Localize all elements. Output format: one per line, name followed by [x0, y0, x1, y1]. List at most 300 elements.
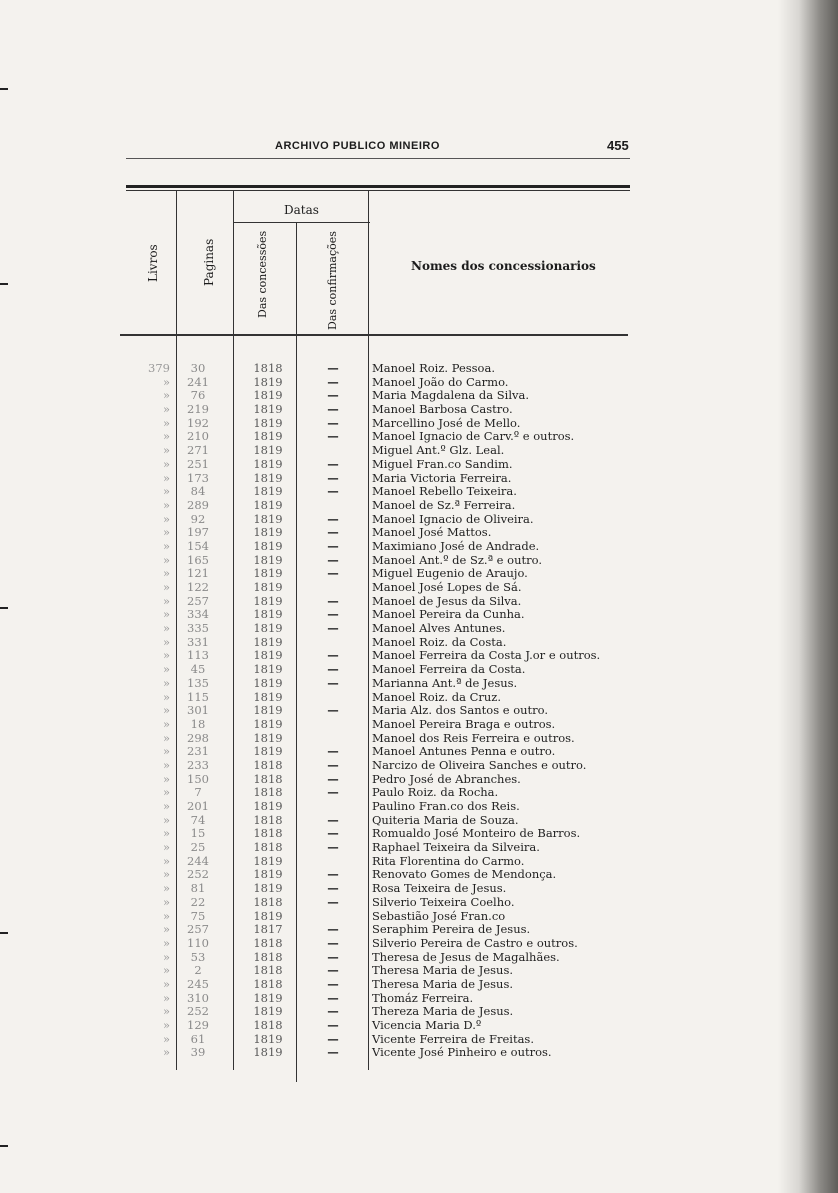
- cell-pagina: 18: [190, 716, 206, 731]
- cell-livro: »: [162, 716, 170, 731]
- header-bottom-rule: [120, 334, 628, 336]
- cell-livro: »: [162, 963, 170, 978]
- cell-pagina: 53: [190, 949, 206, 964]
- cell-livro: »: [162, 1018, 170, 1032]
- cell-concessao: 1819: [253, 497, 283, 512]
- cell-livro: »: [162, 470, 170, 485]
- cell-pagina: 257: [187, 922, 209, 937]
- cell-pagina: 245: [187, 976, 209, 991]
- cell-livro: »: [162, 497, 170, 512]
- cell-livro: »: [162, 1031, 170, 1046]
- table-row: [0, 376, 838, 390]
- table-row: [0, 718, 838, 732]
- cell-pagina: 81: [190, 881, 206, 896]
- cell-confirmacao: —: [327, 374, 339, 389]
- cell-pagina: 75: [190, 908, 206, 923]
- cell-pagina: 122: [187, 580, 209, 594]
- cell-confirmacao: —: [327, 566, 339, 581]
- cell-confirmacao: —: [327, 361, 339, 375]
- table-row: [0, 485, 838, 499]
- cell-concessao: 1819: [253, 908, 283, 923]
- cell-nome: Manoel de Sz.ª Ferreira.: [372, 497, 516, 512]
- cell-nome: Rosa Teixeira de Jesus.: [372, 881, 507, 896]
- cell-nome: Manoel José Lopes de Sá.: [372, 580, 522, 594]
- cell-pagina: 257: [187, 593, 209, 608]
- cell-livro: »: [162, 566, 170, 581]
- cell-confirmacao: —: [327, 388, 339, 403]
- table-row: [0, 403, 838, 417]
- cell-livro: »: [162, 812, 170, 827]
- cell-pagina: 115: [187, 689, 209, 704]
- cell-concessao: 1819: [253, 580, 283, 594]
- cell-nome: Manoel João do Carmo.: [372, 374, 509, 389]
- cell-confirmacao: —: [327, 990, 339, 1005]
- cell-pagina: 233: [187, 757, 209, 772]
- cell-nome: Manoel Antunes Penna e outro.: [372, 744, 556, 759]
- cell-nome: Manoel Roiz. da Costa.: [372, 634, 507, 649]
- cell-livro: »: [162, 799, 170, 813]
- cell-pagina: 331: [187, 634, 209, 649]
- table-row: [0, 827, 838, 841]
- cell-confirmacao: —: [327, 648, 339, 663]
- cell-concessao: 1819: [253, 1045, 283, 1060]
- cell-concessao: 1818: [253, 812, 283, 827]
- cell-concessao: 1818: [253, 949, 283, 964]
- cell-concessao: 1819: [253, 456, 283, 471]
- cell-confirmacao: —: [327, 552, 339, 567]
- table-row: [0, 910, 838, 924]
- cell-nome: Maria Magdalena da Silva.: [372, 388, 530, 403]
- cell-livro: »: [162, 552, 170, 567]
- cell-pagina: 30: [190, 361, 206, 375]
- cell-pagina: 289: [187, 497, 209, 512]
- cell-confirmacao: —: [327, 538, 339, 553]
- cell-livro: »: [162, 867, 170, 882]
- cell-confirmacao: —: [327, 1045, 339, 1060]
- cell-concessao: 1819: [253, 621, 283, 636]
- cell-pagina: 113: [187, 648, 209, 663]
- cell-confirmacao: —: [327, 415, 339, 430]
- cell-pagina: 15: [190, 826, 206, 841]
- cell-nome: Manoel de Jesus da Silva.: [372, 593, 522, 608]
- cell-concessao: 1819: [253, 443, 283, 458]
- table-row: [0, 882, 838, 896]
- cell-livro: »: [162, 443, 170, 458]
- cell-confirmacao: —: [327, 881, 339, 896]
- page-number: 455: [607, 138, 629, 153]
- column-header-datas: Datas: [284, 203, 319, 217]
- cell-nome: Theresa Maria de Jesus.: [372, 963, 514, 978]
- cell-confirmacao: —: [327, 1031, 339, 1046]
- table-row: [0, 526, 838, 540]
- cell-nome: Narcizo de Oliveira Sanches e outro.: [372, 757, 587, 772]
- cell-pagina: 135: [187, 675, 209, 690]
- cell-concessao: 1819: [253, 511, 283, 526]
- table-row: [0, 389, 838, 403]
- cell-pagina: 61: [190, 1031, 206, 1046]
- cell-livro: »: [162, 580, 170, 594]
- table-row: [0, 868, 838, 882]
- cell-concessao: 1819: [253, 415, 283, 430]
- cell-concessao: 1819: [253, 799, 283, 813]
- cell-confirmacao: —: [327, 785, 339, 800]
- cell-pagina: 22: [190, 894, 206, 909]
- cell-pagina: 121: [187, 566, 209, 581]
- cell-livro: »: [162, 703, 170, 718]
- cell-nome: Thereza Maria de Jesus.: [372, 1004, 514, 1019]
- table-row: [0, 800, 838, 814]
- cell-nome: Raphael Teixeira da Silveira.: [372, 840, 540, 855]
- cell-nome: Romualdo José Monteiro de Barros.: [372, 826, 581, 841]
- column-header-nomes: Nomes dos concessionarios: [411, 259, 596, 273]
- cell-pagina: 210: [187, 429, 209, 444]
- cell-livro: »: [162, 648, 170, 663]
- cell-nome: Marcellino José de Mello.: [372, 415, 521, 430]
- cell-concessao: 1819: [253, 538, 283, 553]
- table-row: [0, 814, 838, 828]
- cell-nome: Maria Victoria Ferreira.: [372, 470, 512, 485]
- cell-nome: Manoel Ignacio de Carv.º e outros.: [372, 429, 575, 444]
- table-row: [0, 595, 838, 609]
- cell-nome: Thomáz Ferreira.: [372, 990, 474, 1005]
- cell-concessao: 1818: [253, 840, 283, 855]
- cell-confirmacao: —: [327, 703, 339, 718]
- cell-livro: »: [162, 935, 170, 950]
- cell-livro: »: [162, 1004, 170, 1019]
- cell-concessao: 1818: [253, 935, 283, 950]
- cell-concessao: 1819: [253, 593, 283, 608]
- cell-pagina: 252: [187, 867, 209, 882]
- table-row: [0, 677, 838, 691]
- column-header-das-confirmacoes: Das confirmações: [326, 231, 339, 330]
- cell-livro: »: [162, 826, 170, 841]
- cell-pagina: 39: [190, 1045, 206, 1060]
- cell-concessao: 1819: [253, 662, 283, 677]
- cell-concessao: 1819: [253, 552, 283, 567]
- cell-confirmacao: —: [327, 757, 339, 772]
- cell-nome: Manoel Roiz. Pessoa.: [372, 361, 495, 375]
- cell-concessao: 1818: [253, 771, 283, 786]
- table-row: [0, 896, 838, 910]
- cell-pagina: 201: [187, 799, 209, 813]
- column-header-das-concessoes: Das concessões: [256, 230, 269, 318]
- cell-concessao: 1819: [253, 484, 283, 499]
- cell-nome: Marianna Ant.ª de Jesus.: [372, 675, 518, 690]
- table-row: [0, 759, 838, 773]
- cell-confirmacao: —: [327, 826, 339, 841]
- table-row: [0, 964, 838, 978]
- table-row: [0, 951, 838, 965]
- table-row: [0, 855, 838, 869]
- cell-pagina: 110: [187, 935, 209, 950]
- cell-concessao: 1818: [253, 757, 283, 772]
- cell-concessao: 1819: [253, 675, 283, 690]
- cell-livro: »: [162, 484, 170, 499]
- table-row: [0, 649, 838, 663]
- cell-nome: Maximiano José de Andrade.: [372, 538, 540, 553]
- cell-confirmacao: —: [327, 429, 339, 444]
- cell-nome: Vicente Ferreira de Freitas.: [372, 1031, 534, 1046]
- cell-pagina: 271: [187, 443, 209, 458]
- cell-livro: »: [162, 757, 170, 772]
- cell-nome: Maria Alz. dos Santos e outro.: [372, 703, 549, 718]
- cell-livro: »: [162, 922, 170, 937]
- cell-concessao: 1819: [253, 716, 283, 731]
- cell-confirmacao: —: [327, 840, 339, 855]
- cell-concessao: 1817: [253, 922, 283, 937]
- cell-pagina: 150: [187, 771, 209, 786]
- cell-pagina: 219: [187, 402, 209, 417]
- cell-confirmacao: —: [327, 470, 339, 485]
- cell-pagina: 334: [187, 607, 209, 622]
- cell-livro: »: [162, 785, 170, 800]
- cell-nome: Manoel dos Reis Ferreira e outros.: [372, 730, 575, 745]
- cell-livro: »: [162, 976, 170, 991]
- table-row: [0, 636, 838, 650]
- cell-concessao: 1819: [253, 429, 283, 444]
- table-row: [0, 663, 838, 677]
- cell-pagina: 165: [187, 552, 209, 567]
- cell-concessao: 1819: [253, 566, 283, 581]
- cell-concessao: 1819: [253, 867, 283, 882]
- table-row: [0, 1019, 838, 1033]
- cell-concessao: 1819: [253, 634, 283, 649]
- table-row: [0, 554, 838, 568]
- table-top-rule: [126, 185, 630, 188]
- cell-nome: Manoel Alves Antunes.: [372, 621, 506, 636]
- cell-livro: »: [162, 525, 170, 540]
- cell-livro: »: [162, 744, 170, 759]
- cell-nome: Pedro José de Abranches.: [372, 771, 521, 786]
- cell-livro: »: [162, 511, 170, 526]
- cell-confirmacao: —: [327, 402, 339, 417]
- cell-confirmacao: —: [327, 662, 339, 677]
- cell-nome: Paulo Roiz. da Rocha.: [372, 785, 499, 800]
- table-top-rule-thin: [126, 190, 630, 191]
- cell-confirmacao: —: [327, 949, 339, 964]
- table-row: [0, 362, 838, 376]
- cell-pagina: 173: [187, 470, 209, 485]
- cell-confirmacao: —: [327, 894, 339, 909]
- cell-pagina: 192: [187, 415, 209, 430]
- cell-livro: »: [162, 374, 170, 389]
- cell-concessao: 1819: [253, 648, 283, 663]
- cell-nome: Vicente José Pinheiro e outros.: [372, 1045, 552, 1060]
- cell-livro: »: [162, 771, 170, 786]
- table-row: [0, 745, 838, 759]
- cell-livro: »: [162, 689, 170, 704]
- cell-confirmacao: —: [327, 675, 339, 690]
- cell-pagina: 197: [187, 525, 209, 540]
- cell-pagina: 84: [190, 484, 206, 499]
- cell-confirmacao: —: [327, 525, 339, 540]
- cell-nome: Miguel Ant.º Glz. Leal.: [372, 443, 505, 458]
- cell-nome: Renovato Gomes de Mendonça.: [372, 867, 557, 882]
- cell-nome: Manoel Ferreira da Costa J.or e outros.: [372, 648, 601, 663]
- cell-livro: »: [162, 662, 170, 677]
- cell-confirmacao: —: [327, 511, 339, 526]
- cell-livro: »: [162, 908, 170, 923]
- cell-concessao: 1819: [253, 525, 283, 540]
- cell-livro: 379: [148, 361, 170, 375]
- cell-pagina: 129: [187, 1018, 209, 1032]
- cell-concessao: 1818: [253, 963, 283, 978]
- cell-nome: Theresa de Jesus de Magalhães.: [372, 949, 560, 964]
- table-row: [0, 430, 838, 444]
- cell-livro: »: [162, 949, 170, 964]
- cell-livro: »: [162, 990, 170, 1005]
- table-row: [0, 978, 838, 992]
- cell-confirmacao: —: [327, 593, 339, 608]
- table-row: [0, 622, 838, 636]
- cell-livro: »: [162, 538, 170, 553]
- cell-pagina: 241: [187, 374, 209, 389]
- cell-nome: Manoel Ant.º de Sz.ª e outro.: [372, 552, 542, 567]
- cell-concessao: 1819: [253, 744, 283, 759]
- cell-nome: Theresa Maria de Jesus.: [372, 976, 514, 991]
- cell-pagina: 231: [187, 744, 209, 759]
- table-row: [0, 458, 838, 472]
- cell-confirmacao: —: [327, 935, 339, 950]
- table-row: [0, 786, 838, 800]
- cell-concessao: 1819: [253, 730, 283, 745]
- cell-concessao: 1819: [253, 853, 283, 868]
- cell-nome: Manoel Ignacio de Oliveira.: [372, 511, 534, 526]
- cell-pagina: 45: [190, 662, 206, 677]
- cell-concessao: 1819: [253, 689, 283, 704]
- table-row: [0, 1005, 838, 1019]
- cell-nome: Paulino Fran.co dos Reis.: [372, 799, 520, 813]
- cell-concessao: 1819: [253, 990, 283, 1005]
- cell-nome: Quiteria Maria de Souza.: [372, 812, 519, 827]
- cell-confirmacao: —: [327, 621, 339, 636]
- cell-confirmacao: —: [327, 1004, 339, 1019]
- cell-livro: »: [162, 621, 170, 636]
- cell-concessao: 1819: [253, 374, 283, 389]
- cell-confirmacao: —: [327, 922, 339, 937]
- table-row: [0, 691, 838, 705]
- table-row: [0, 567, 838, 581]
- cell-pagina: 74: [190, 812, 206, 827]
- cell-nome: Manoel Rebello Teixeira.: [372, 484, 517, 499]
- cell-nome: Silverio Pereira de Castro e outros.: [372, 935, 578, 950]
- cell-concessao: 1818: [253, 361, 283, 375]
- cell-concessao: 1819: [253, 402, 283, 417]
- table-row: [0, 773, 838, 787]
- cell-pagina: 76: [190, 388, 206, 403]
- table-row: [0, 992, 838, 1006]
- cell-nome: Miguel Fran.co Sandim.: [372, 456, 513, 471]
- cell-livro: »: [162, 881, 170, 896]
- column-header-livros: Livros: [146, 244, 160, 282]
- table-row: [0, 581, 838, 595]
- cell-confirmacao: —: [327, 607, 339, 622]
- table-row: [0, 608, 838, 622]
- cell-concessao: 1819: [253, 607, 283, 622]
- running-head: ARCHIVO PUBLICO MINEIRO: [275, 140, 440, 152]
- cell-livro: »: [162, 456, 170, 471]
- cell-livro: »: [162, 593, 170, 608]
- cell-confirmacao: —: [327, 976, 339, 991]
- cell-concessao: 1819: [253, 1004, 283, 1019]
- cell-pagina: 335: [187, 621, 209, 636]
- cell-livro: »: [162, 730, 170, 745]
- cell-confirmacao: —: [327, 812, 339, 827]
- table-row: [0, 937, 838, 951]
- cell-nome: Seraphim Pereira de Jesus.: [372, 922, 531, 937]
- table-row: [0, 704, 838, 718]
- cell-concessao: 1819: [253, 470, 283, 485]
- cell-concessao: 1818: [253, 976, 283, 991]
- cell-nome: Manoel Pereira Braga e outros.: [372, 716, 556, 731]
- cell-confirmacao: —: [327, 484, 339, 499]
- table-row: [0, 923, 838, 937]
- table-row: [0, 472, 838, 486]
- cell-confirmacao: —: [327, 771, 339, 786]
- cell-pagina: 251: [187, 456, 209, 471]
- cell-concessao: 1818: [253, 894, 283, 909]
- cell-confirmacao: —: [327, 744, 339, 759]
- cell-livro: »: [162, 415, 170, 430]
- cell-pagina: 154: [187, 538, 209, 553]
- table-body: [0, 362, 838, 1060]
- cell-pagina: 301: [187, 703, 209, 718]
- cell-livro: »: [162, 1045, 170, 1060]
- cell-livro: »: [162, 607, 170, 622]
- cell-concessao: 1818: [253, 785, 283, 800]
- cell-confirmacao: —: [327, 1018, 339, 1032]
- cell-concessao: 1818: [253, 826, 283, 841]
- table-row: [0, 417, 838, 431]
- table-row: [0, 841, 838, 855]
- cell-livro: »: [162, 840, 170, 855]
- cell-nome: Manoel Pereira da Cunha.: [372, 607, 525, 622]
- datas-group-rule: [233, 222, 370, 223]
- cell-livro: »: [162, 402, 170, 417]
- header-rule: [126, 158, 630, 159]
- cell-pagina: 252: [187, 1004, 209, 1019]
- cell-concessao: 1819: [253, 703, 283, 718]
- table-row: [0, 732, 838, 746]
- cell-pagina: 244: [187, 853, 209, 868]
- table-row: [0, 499, 838, 513]
- cell-nome: Manoel Roiz. da Cruz.: [372, 689, 502, 704]
- margin-mark: [0, 1145, 8, 1147]
- cell-pagina: 2: [194, 963, 202, 978]
- cell-confirmacao: —: [327, 963, 339, 978]
- cell-pagina: 92: [190, 511, 206, 526]
- cell-pagina: 298: [187, 730, 209, 745]
- cell-pagina: 310: [187, 990, 209, 1005]
- cell-concessao: 1819: [253, 1031, 283, 1046]
- cell-livro: »: [162, 853, 170, 868]
- cell-concessao: 1819: [253, 881, 283, 896]
- cell-pagina: 25: [190, 840, 206, 855]
- cell-livro: »: [162, 894, 170, 909]
- cell-nome: Vicencia Maria D.º: [372, 1018, 482, 1032]
- cell-nome: Manoel José Mattos.: [372, 525, 492, 540]
- cell-confirmacao: —: [327, 867, 339, 882]
- table-row: [0, 513, 838, 527]
- cell-nome: Sebastião José Fran.co: [372, 908, 506, 923]
- cell-concessao: 1819: [253, 388, 283, 403]
- cell-nome: Manoel Ferreira da Costa.: [372, 662, 526, 677]
- cell-nome: Manoel Barbosa Castro.: [372, 402, 513, 417]
- table-row: [0, 444, 838, 458]
- margin-mark: [0, 88, 8, 90]
- cell-nome: Rita Florentina do Carmo.: [372, 853, 525, 868]
- cell-pagina: 7: [194, 785, 202, 800]
